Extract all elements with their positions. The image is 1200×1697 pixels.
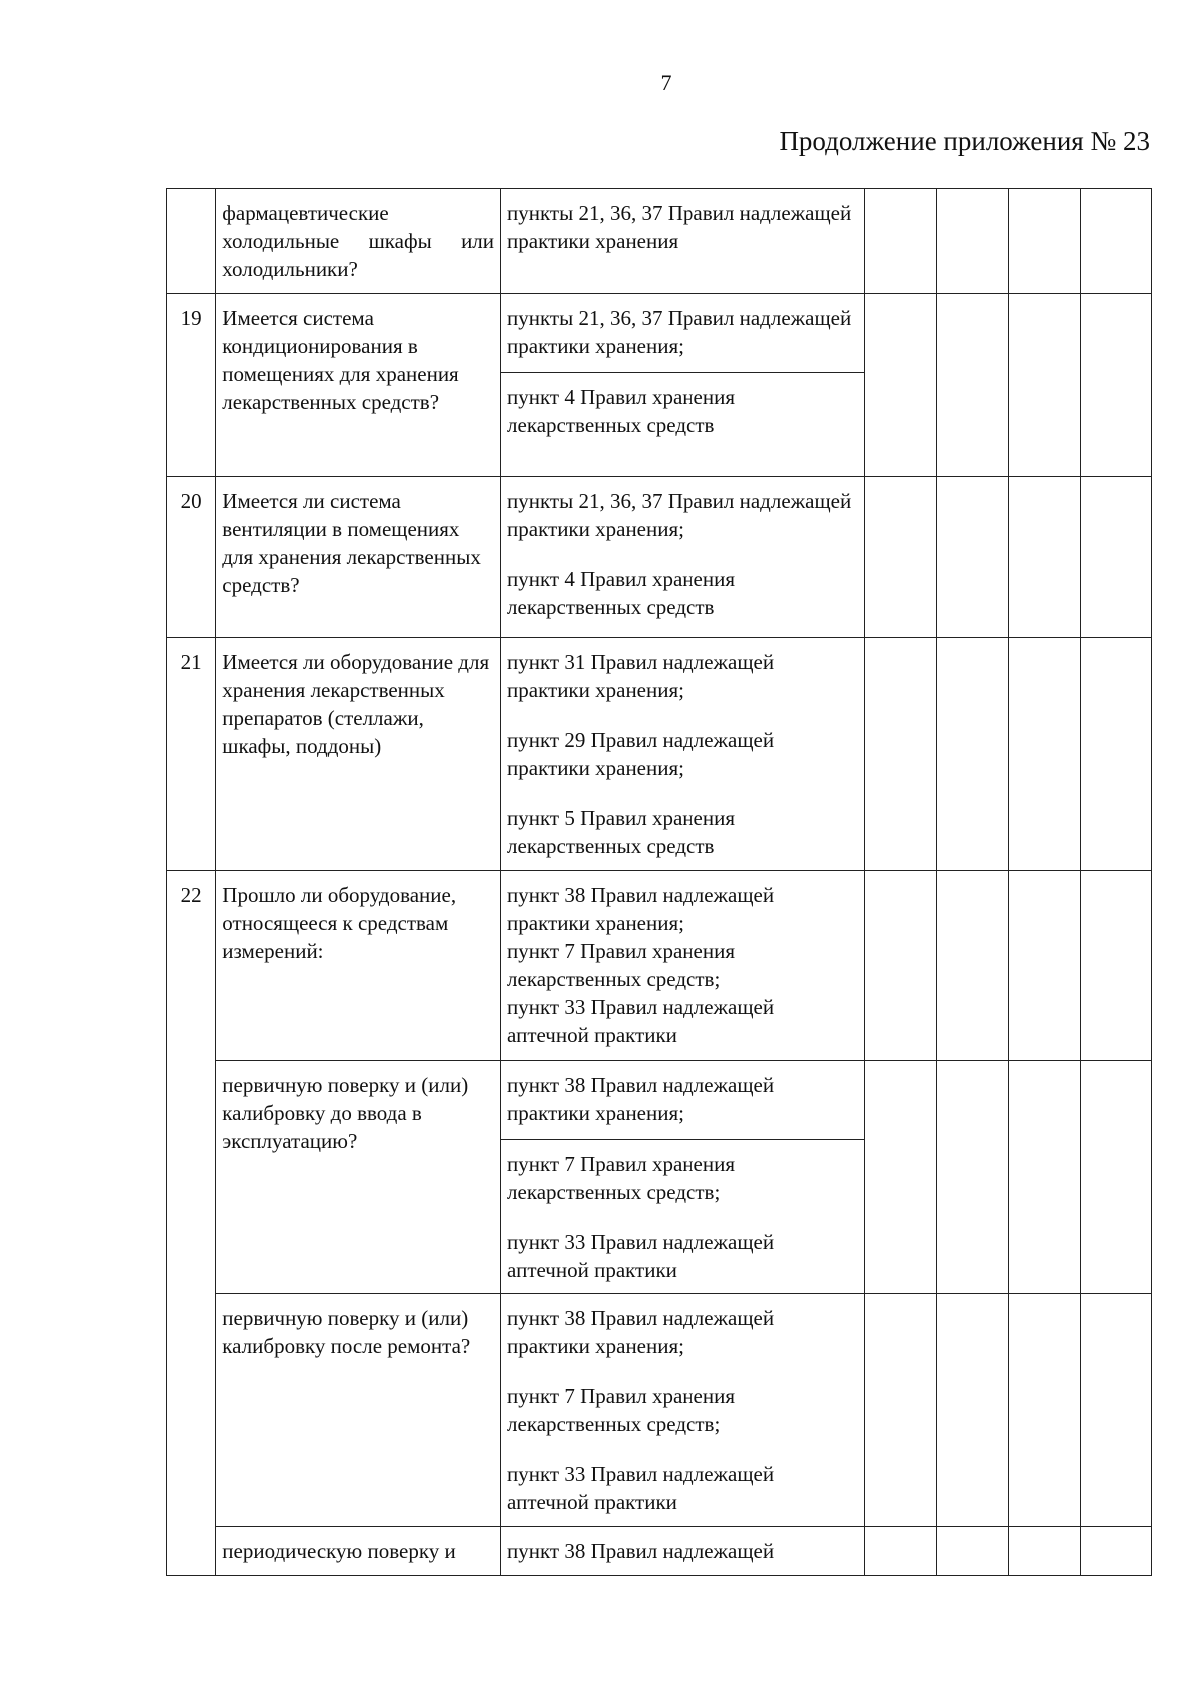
table-row — [167, 477, 1152, 638]
reference-text: пункт 7 Правил хранения лекарственных средств; — [507, 1152, 735, 1204]
question-text: периодическую поверку и — [222, 1539, 456, 1563]
mark-cell — [936, 638, 1008, 871]
mark-cell — [1080, 294, 1151, 477]
reference-text: пункт 38 Правил надлежащей практики хранения; — [507, 1073, 775, 1125]
table-row — [167, 1294, 1152, 1527]
mark-cell — [865, 477, 936, 638]
reference-text: пункт 4 Правил хранения лекарственных средств — [507, 385, 735, 437]
reference-cell — [501, 638, 865, 871]
mark-cell — [936, 1061, 1008, 1294]
appendix-title: Продолжение приложения № 23 — [779, 126, 1150, 156]
mark-cell — [865, 189, 936, 294]
reference-cell — [501, 1527, 865, 1576]
reference-text: пункт 38 Правил надлежащей практики хранения; — [507, 1306, 775, 1358]
question-text: Имеется система кондиционирования в помещениях для хранения лекарственных средств? — [222, 306, 459, 414]
mark-cell — [1009, 1294, 1080, 1527]
reference-text: пункт 38 Правил надлежащей практики хранения; — [507, 883, 775, 935]
reference-text: пункт 33 Правил надлежащей аптечной практики — [507, 995, 775, 1047]
requirements-table — [166, 188, 1152, 1576]
reference-text: пункты 21, 36, 37 Правил надлежащей практики хранения; — [507, 306, 852, 358]
reference-cell — [501, 477, 865, 638]
question-cell — [216, 871, 501, 1061]
table-row — [167, 1061, 1152, 1294]
reference-cell — [501, 1294, 865, 1527]
question-cell — [216, 1061, 501, 1294]
mark-cell — [1009, 189, 1080, 294]
question-cell — [216, 477, 501, 638]
row-number: 21 — [167, 638, 216, 871]
table-row — [167, 189, 1152, 294]
mark-cell — [865, 638, 936, 871]
row-number — [167, 189, 216, 294]
reference-text: пункты 21, 36, 37 Правил надлежащей практики хранения; — [507, 489, 852, 541]
reference-cell — [501, 1061, 865, 1294]
mark-cell — [1009, 477, 1080, 638]
mark-cell — [936, 1527, 1008, 1576]
mark-cell — [1009, 1061, 1080, 1294]
reference-text: пункт 33 Правил надлежащей аптечной практики — [507, 1462, 775, 1514]
reference-text: пункт 5 Правил хранения лекарственных средств — [507, 806, 735, 858]
reference-text: пункт 7 Правил хранения лекарственных средств; — [507, 1384, 735, 1436]
table-row — [167, 294, 1152, 477]
mark-cell — [1080, 1294, 1151, 1527]
question-text: первичную поверку и (или) калибровку после ремонта? — [222, 1306, 471, 1358]
mark-cell — [1080, 1061, 1151, 1294]
reference-text: пункты 21, 36, 37 Правил надлежащей практики хранения — [507, 201, 852, 253]
question-cell — [216, 638, 501, 871]
reference-cell — [501, 189, 865, 294]
mark-cell — [1080, 638, 1151, 871]
question-cell — [216, 294, 501, 477]
table-row — [167, 638, 1152, 871]
mark-cell — [1080, 477, 1151, 638]
row-number: 19 — [167, 294, 216, 477]
mark-cell — [1009, 638, 1080, 871]
reference-text: пункт 33 Правил надлежащей аптечной практики — [507, 1230, 775, 1282]
reference-cell — [501, 871, 865, 1061]
table-row — [167, 1527, 1152, 1576]
mark-cell — [936, 189, 1008, 294]
mark-cell — [865, 871, 936, 1061]
table-row — [167, 871, 1152, 1061]
mark-cell — [1009, 1527, 1080, 1576]
reference-text: пункт 31 Правил надлежащей практики хранения; — [507, 650, 775, 702]
reference-text: пункт 4 Правил хранения лекарственных средств — [507, 567, 735, 619]
question-text: Прошло ли оборудование, относящееся к средствам измерений: — [222, 883, 457, 963]
mark-cell — [1080, 1527, 1151, 1576]
question-text: фармацевтические холодильные шкафы или холодильники? — [222, 201, 495, 281]
reference-text: пункт 38 Правил надлежащей — [507, 1539, 775, 1563]
reference-cell — [501, 294, 865, 477]
mark-cell — [865, 294, 936, 477]
row-number: 22 — [167, 871, 216, 1576]
mark-cell — [865, 1061, 936, 1294]
mark-cell — [1080, 189, 1151, 294]
mark-cell — [865, 1294, 936, 1527]
reference-text: пункт 29 Правил надлежащей практики хранения; — [507, 728, 775, 780]
mark-cell — [865, 1527, 936, 1576]
question-text: первичную поверку и (или) калибровку до ввода в эксплуатацию? — [222, 1073, 469, 1153]
mark-cell — [1080, 871, 1151, 1061]
question-text: Имеется ли оборудование для хранения лекарственных препаратов (стеллажи, шкафы, поддоны) — [222, 650, 490, 758]
mark-cell — [936, 477, 1008, 638]
question-cell — [216, 1527, 501, 1576]
mark-cell — [936, 294, 1008, 477]
mark-cell — [1009, 871, 1080, 1061]
question-text: Имеется ли система вентиляции в помещениях для хранения лекарственных средств? — [222, 489, 481, 597]
page-number: 7 — [660, 70, 672, 95]
mark-cell — [936, 871, 1008, 1061]
question-cell — [216, 189, 501, 294]
mark-cell — [936, 1294, 1008, 1527]
question-cell — [216, 1294, 501, 1527]
mark-cell — [1009, 294, 1080, 477]
reference-text: пункт 7 Правил хранения лекарственных средств; — [507, 939, 735, 991]
row-number: 20 — [167, 477, 216, 638]
